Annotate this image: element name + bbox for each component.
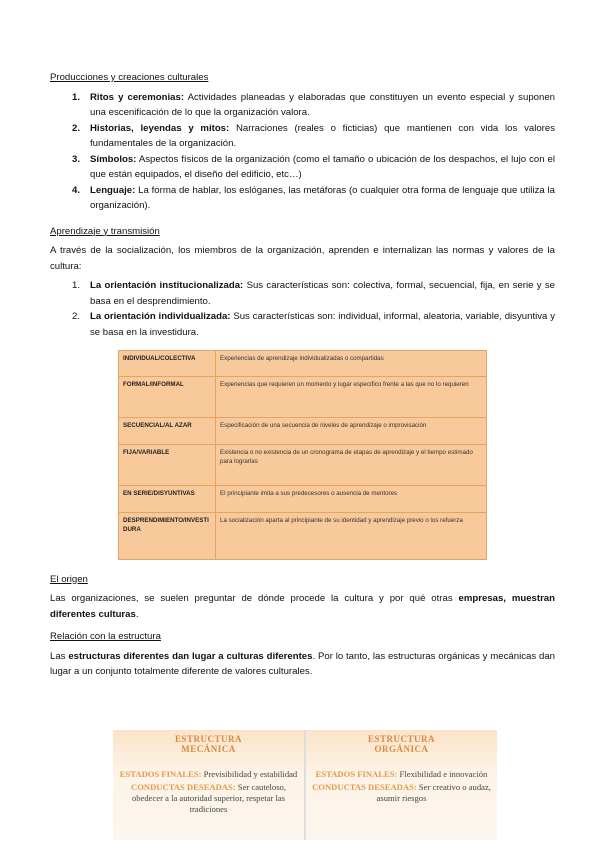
list-item bbox=[70, 183, 555, 214]
list-text: La forma de hablar, los eslóganes, las metáforas (o cualquier otra forma de lenguaje que utiliza la organización). bbox=[90, 184, 555, 212]
table-value: Experiencias que requieren un momento y lugar específico frente a las que no lo requieren bbox=[216, 376, 487, 417]
text-run: Las organizaciones, se suelen preguntar de dónde procede la cultura y por qué otras bbox=[50, 593, 459, 605]
table-value: Existencia o no existencia de un cronograma de etapas de aprendizaje y el tiempo estimado para lograrlas bbox=[216, 444, 487, 485]
table-row bbox=[119, 444, 487, 485]
line-text: Previsibilidad y estabilidad bbox=[201, 768, 298, 779]
section-heading-aprendizaje: Aprendizaje y transmisión bbox=[50, 225, 160, 237]
table-value: Especificación de una secuencia de niveles de aprendizaje o improvisación bbox=[216, 417, 487, 444]
table-value: La socialización aparta al principiante de su identidad y aprendizaje previo o los refuerza bbox=[216, 512, 487, 559]
text-run: . bbox=[135, 608, 139, 620]
producciones-list bbox=[50, 90, 555, 214]
estructura-paragraph bbox=[50, 649, 555, 680]
list-text: Sus características son: colectiva, formal, secuencial, fija, en serie y se basa en el desprendimiento. bbox=[90, 280, 555, 307]
table-row bbox=[119, 417, 487, 444]
document-body bbox=[50, 70, 555, 680]
table-row bbox=[119, 485, 487, 512]
list-text: Narraciones (reales o ficticias) que mantienen con vida los valores fundamentales de la organización. bbox=[90, 122, 556, 150]
list-item bbox=[70, 309, 555, 340]
estructura-figure bbox=[113, 730, 497, 840]
list-number: 2. bbox=[72, 122, 81, 134]
text-run: Las bbox=[50, 650, 69, 662]
line-label: CONDUCTAS DESEADAS: bbox=[312, 782, 417, 793]
table-key: DESPRENDIMIENTO/INVESTIDURA bbox=[119, 512, 216, 559]
table-value: El principiante imita a sus predecesores o ausencia de mentores bbox=[216, 485, 487, 512]
list-item bbox=[70, 152, 555, 183]
list-item bbox=[70, 90, 555, 121]
column-title bbox=[119, 734, 298, 755]
list-term: Símbolos: bbox=[90, 153, 137, 165]
table-row bbox=[119, 350, 487, 376]
list-text: Sus características son: individual, informal, aleatoria, variable, disyuntiva y se basa en la investidura. bbox=[90, 311, 555, 338]
table-row bbox=[119, 512, 487, 559]
text-run-bold: empresas, muestran diferentes culturas bbox=[50, 593, 555, 620]
mecanica-column bbox=[113, 730, 306, 840]
list-number: 2. bbox=[72, 311, 81, 323]
socializacion-table bbox=[118, 350, 487, 560]
line-label: CONDUCTAS DESEADAS: bbox=[130, 782, 236, 793]
organica-column bbox=[306, 730, 497, 840]
list-item bbox=[70, 121, 555, 152]
line-label: ESTADOS FINALES: bbox=[315, 768, 398, 779]
list-number: 1. bbox=[72, 280, 81, 292]
title-line: ESTRUCTURA bbox=[367, 734, 435, 744]
list-text: Aspectos físicos de la organización (como el tamaño o ubicación de los despachos, el lujo con el que están equipados, el diseño del edificio, etc…) bbox=[90, 153, 555, 181]
table-key: INDIVIDUAL/COLECTIVA bbox=[119, 350, 216, 376]
title-line: ORGÁNICA bbox=[374, 744, 429, 755]
origen-paragraph bbox=[50, 591, 555, 622]
table-key: FIJA/VARIABLE bbox=[119, 444, 216, 485]
conductas-deseadas bbox=[312, 782, 491, 803]
conductas-deseadas bbox=[119, 782, 298, 814]
table-value: Experiencias de aprendizaje individualizadas o compartidas bbox=[216, 350, 487, 376]
title-line: ESTRUCTURA bbox=[174, 734, 242, 744]
list-item bbox=[70, 278, 555, 309]
list-number: 1. bbox=[72, 91, 81, 103]
list-text: Actividades planeadas y elaboradas que constituyen un evento especial y suponen una escenificación de lo que la organización valora. bbox=[90, 91, 555, 119]
table-key: SECUENCIAL/AL AZAR bbox=[119, 417, 216, 444]
section-heading-producciones: Producciones y creaciones culturales bbox=[50, 72, 209, 83]
table-key: EN SERIE/DISYUNTIVAS bbox=[119, 485, 216, 512]
line-text: Flexibilidad e innovación bbox=[397, 768, 488, 779]
list-term: Historias, leyendas y mitos: bbox=[90, 122, 230, 134]
list-term: La orientación institucionalizada: bbox=[90, 280, 244, 292]
column-title bbox=[312, 734, 491, 755]
list-term: Ritos y ceremonias: bbox=[90, 91, 185, 103]
line-label: ESTADOS FINALES: bbox=[119, 768, 202, 779]
estados-finales bbox=[119, 769, 298, 780]
title-line: MECÁNICA bbox=[181, 744, 236, 755]
section-heading-origen: El origen bbox=[50, 573, 88, 585]
section-heading-estructura: Relación con la estructura bbox=[50, 631, 161, 643]
line-text: Ser creativo o audaz, asumir riesgos bbox=[376, 782, 491, 804]
list-term: La orientación individualizada: bbox=[90, 311, 231, 323]
list-number: 4. bbox=[72, 184, 81, 196]
text-run-bold: estructuras diferentes dan lugar a culturas diferentes bbox=[68, 650, 313, 662]
estados-finales bbox=[312, 769, 491, 780]
text-run: . Por lo tanto, las estructuras orgánicas y mecánicas dan lugar a un conjunto totalmente diferente de valores culturales. bbox=[50, 650, 556, 678]
aprendizaje-intro: A través de la socialización, los miembros de la organización, aprenden e internalizan las normas y valores de la cultura: bbox=[50, 245, 555, 272]
table-row bbox=[119, 376, 487, 417]
line-text: Ser cauteloso, obedecer a la autoridad superior, respetar las tradiciones bbox=[131, 782, 286, 814]
list-term: Lenguaje: bbox=[90, 184, 136, 196]
orientacion-list bbox=[50, 278, 555, 340]
table-key: FORMAL/INFORMAL bbox=[119, 376, 216, 417]
list-number: 3. bbox=[72, 153, 81, 165]
